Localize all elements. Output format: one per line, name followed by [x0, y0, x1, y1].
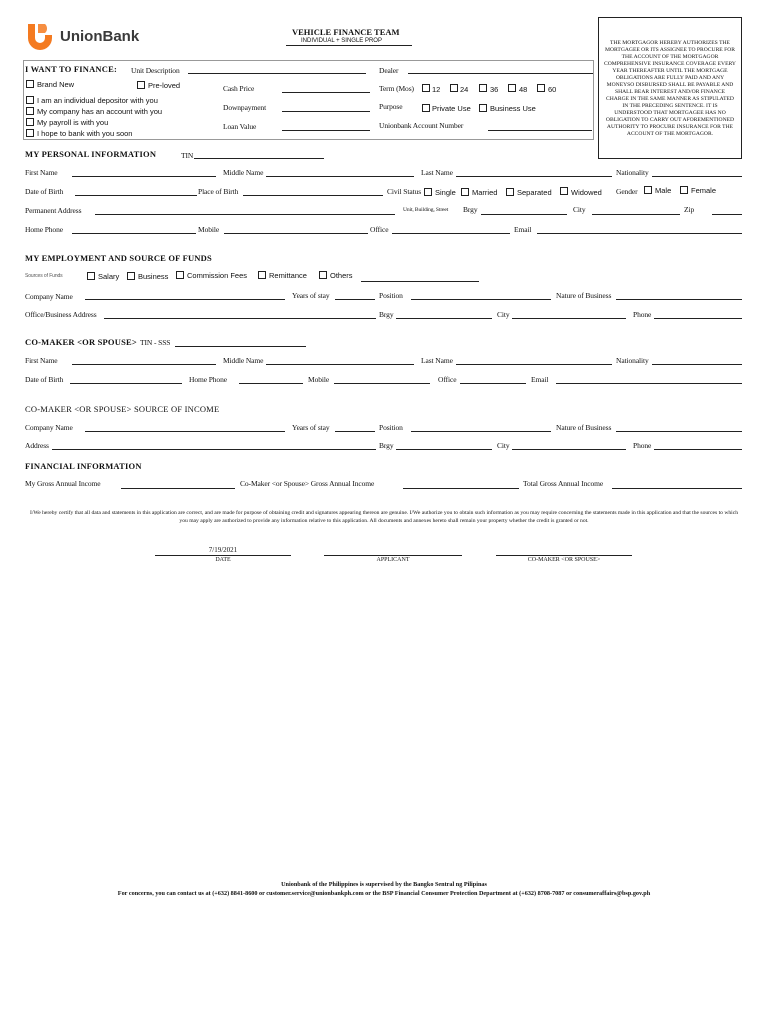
- commission-label: Commission Fees: [187, 271, 248, 280]
- term-48-checkbox[interactable]: [508, 84, 516, 92]
- first-name-field[interactable]: [72, 176, 216, 177]
- others-checkbox[interactable]: [319, 271, 327, 279]
- last-name-field[interactable]: [456, 176, 612, 177]
- female-label: Female: [691, 186, 717, 195]
- relation-payroll-label: My payroll is with you: [37, 118, 109, 127]
- emp-city-label: City: [497, 310, 510, 319]
- term-60-label: 60: [548, 85, 557, 94]
- sources-label: Sources of Funds: [25, 273, 63, 279]
- tin-label: TIN: [181, 151, 194, 160]
- male-checkbox[interactable]: [644, 186, 652, 194]
- my-income-field[interactable]: [121, 488, 235, 489]
- married-checkbox[interactable]: [461, 188, 469, 196]
- brand-name: UnionBank: [60, 28, 140, 45]
- middle-name-field[interactable]: [266, 176, 414, 177]
- ci-nature-of-business-label: Nature of Business: [556, 423, 612, 432]
- office-field[interactable]: [392, 233, 510, 234]
- loan-value-field[interactable]: [282, 130, 370, 131]
- total-income-field[interactable]: [612, 488, 742, 489]
- ci-phone-field[interactable]: [654, 449, 742, 450]
- permanent-address-label: Permanent Address: [25, 206, 82, 215]
- comaker-last-name-field[interactable]: [456, 364, 612, 365]
- form-subtitle: INDIVIDUAL + SINGLE PROP: [301, 38, 382, 44]
- unionbank-logo-icon: [26, 22, 54, 52]
- civil-status-label: Civil Status: [387, 187, 422, 196]
- term-36-checkbox[interactable]: [479, 84, 487, 92]
- ci-phone-label: Phone: [633, 441, 652, 450]
- relation-hope-label: I hope to bank with you soon: [37, 129, 133, 138]
- comaker-email-field[interactable]: [556, 383, 742, 384]
- office-label: Office: [370, 225, 389, 234]
- tin-field[interactable]: [194, 158, 324, 159]
- pob-label: Place of Birth: [198, 187, 239, 196]
- dealer-field[interactable]: [408, 73, 593, 74]
- relation-company-label: My company has an account with you: [37, 107, 163, 116]
- office-address-field[interactable]: [104, 318, 376, 319]
- purpose-label: Purpose: [379, 102, 403, 111]
- company-name-field[interactable]: [85, 299, 285, 300]
- first-name-label: First Name: [25, 168, 58, 177]
- zip-field[interactable]: [712, 214, 742, 215]
- comaker-signature-line[interactable]: [496, 555, 632, 556]
- footer-line-2: For concerns, you can contact us at (+632) 8841-8600 or customer.service@unionbankph.com or the BSP Financial Consumer Protection Department at (+632) 8708-7087 or consumeraffairs@bsp.gov.ph: [117, 890, 651, 897]
- ci-years-of-stay-field[interactable]: [335, 431, 375, 432]
- email-label: Email: [514, 225, 532, 234]
- others-label: Others: [330, 271, 353, 280]
- gender-label: Gender: [616, 187, 638, 196]
- business-checkbox[interactable]: [127, 272, 135, 280]
- dealer-label: Dealer: [379, 66, 399, 75]
- dob-field[interactable]: [75, 195, 197, 196]
- relation-hope-checkbox[interactable]: [26, 129, 34, 137]
- comaker-nationality-label: Nationality: [616, 356, 649, 365]
- downpayment-label: Downpayment: [223, 103, 267, 112]
- relation-depositor-label: I am an individual depositor with you: [37, 96, 158, 105]
- insurance-notice: [598, 17, 742, 159]
- dob-label: Date of Birth: [25, 187, 64, 196]
- ci-city-label: City: [497, 441, 510, 450]
- comaker-email-label: Email: [531, 375, 549, 384]
- ci-nature-of-business-field[interactable]: [616, 431, 742, 432]
- comaker-tin-label: TIN - SSS: [140, 338, 171, 347]
- emp-brgy-field[interactable]: [396, 318, 492, 319]
- emp-city-field[interactable]: [512, 318, 626, 319]
- years-of-stay-label: Years of stay: [292, 291, 330, 300]
- comaker-last-name-label: Last Name: [421, 356, 453, 365]
- ci-city-field[interactable]: [512, 449, 626, 450]
- date-value: 7/19/2021: [208, 546, 238, 554]
- comaker-mobile-label: Mobile: [308, 375, 330, 384]
- ci-position-label: Position: [379, 423, 403, 432]
- comaker-dob-label: Date of Birth: [25, 375, 64, 384]
- date-caption: DATE: [215, 557, 231, 563]
- footer-line-1: Unionbank of the Philippines is supervised by the Bangko Sentral ng Pilipinas: [281, 881, 487, 888]
- ci-company-name-label: Company Name: [25, 423, 73, 432]
- nationality-field[interactable]: [652, 176, 742, 177]
- comaker-title: CO-MAKER <OR SPOUSE>: [25, 337, 137, 347]
- ci-company-name-field[interactable]: [85, 431, 285, 432]
- single-checkbox[interactable]: [424, 188, 432, 196]
- mobile-field[interactable]: [224, 233, 368, 234]
- female-checkbox[interactable]: [680, 186, 688, 194]
- private-use-label: Private Use: [432, 104, 471, 113]
- company-name-label: Company Name: [25, 292, 73, 301]
- brand-new-checkbox[interactable]: [26, 80, 34, 88]
- brand-new-label: Brand New: [37, 80, 75, 89]
- comaker-nationality-field[interactable]: [652, 364, 742, 365]
- personal-title: MY PERSONAL INFORMATION: [25, 149, 157, 159]
- comaker-income-field[interactable]: [403, 488, 519, 489]
- private-use-checkbox[interactable]: [422, 104, 430, 112]
- applicant-caption: APPLICANT: [376, 557, 410, 563]
- zip-label: Zip: [684, 205, 695, 214]
- emp-phone-label: Phone: [633, 310, 652, 319]
- ci-brgy-label: Brgy: [379, 441, 394, 450]
- comaker-mobile-field[interactable]: [334, 383, 430, 384]
- unit-description-field[interactable]: [188, 73, 366, 74]
- emp-phone-field[interactable]: [654, 318, 742, 319]
- finance-title: I WANT TO FINANCE:: [25, 64, 118, 74]
- ci-position-field[interactable]: [411, 431, 551, 432]
- financial-title: FINANCIAL INFORMATION: [25, 461, 142, 471]
- nationality-label: Nationality: [616, 168, 649, 177]
- comaker-income-title: CO-MAKER <OR SPOUSE> SOURCE OF INCOME: [25, 404, 220, 414]
- ci-brgy-field[interactable]: [396, 449, 492, 450]
- term-24-checkbox[interactable]: [450, 84, 458, 92]
- comaker-home-phone-field[interactable]: [239, 383, 303, 384]
- insurance-notice-text: THE MORTGAGOR HEREBY AUTHORIZES THE MORTGAGEE OR ITS ASSIGNEE TO PROCURE FOR THE ACCOUNT OF THE MORTGAGOR COMPREHENSIVE INSURANCE COVERAGE EVERY YEAR THEREAFTER UNTIL THE MORTGAGE OBLIGATIONS ARE FULLY PAID AND ANY MONEYSO DISBURSED SHALL BE PAYABLE AND SHALL BEAR INTEREST AND/OR FINANCE CHARGE IN THE SAME MANNER AS STIPULATED IN THE PRECEDING SENTENCE. IT IS UNDERSTOOD THAT MORTGAGEE HAS NO OBLIGATION TO CARRY OUT AFOREMENTIONED AUTHORITY TO PROCURE INSURANCE FOR THE ACCOUNT OF THE MORTGAGOR.: [604, 40, 736, 137]
- office-address-label: Office/Business Address: [25, 310, 97, 319]
- married-label: Married: [472, 188, 498, 197]
- pob-field[interactable]: [243, 195, 383, 196]
- city-label: City: [573, 205, 586, 214]
- permanent-address-field[interactable]: [95, 214, 395, 215]
- brgy-field[interactable]: [481, 214, 567, 215]
- comaker-caption: CO-MAKER <OR SPOUSE>: [527, 557, 601, 563]
- nature-of-business-field[interactable]: [616, 299, 742, 300]
- cash-price-field[interactable]: [282, 92, 370, 93]
- date-signature-line[interactable]: [155, 555, 291, 556]
- comaker-dob-field[interactable]: [70, 383, 182, 384]
- term-12-checkbox[interactable]: [422, 84, 430, 92]
- position-field[interactable]: [411, 299, 551, 300]
- term-12-label: 12: [432, 85, 441, 94]
- home-phone-field[interactable]: [72, 233, 196, 234]
- employment-title: MY EMPLOYMENT AND SOURCE OF FUNDS: [25, 253, 212, 263]
- relation-company-checkbox[interactable]: [26, 107, 34, 115]
- mobile-label: Mobile: [198, 225, 220, 234]
- separated-label: Separated: [517, 188, 552, 197]
- others-field[interactable]: [361, 281, 479, 282]
- form-title: VEHICLE FINANCE TEAM: [292, 27, 400, 37]
- comaker-tin-field[interactable]: [175, 346, 306, 347]
- ci-address-field[interactable]: [52, 449, 376, 450]
- email-field[interactable]: [537, 233, 742, 234]
- ci-address-label: Address: [25, 441, 49, 450]
- separated-checkbox[interactable]: [506, 188, 514, 196]
- widowed-checkbox[interactable]: [560, 187, 568, 195]
- widowed-label: Widowed: [571, 188, 602, 197]
- term-60-checkbox[interactable]: [537, 84, 545, 92]
- last-name-label: Last Name: [421, 168, 453, 177]
- comaker-office-field[interactable]: [460, 383, 526, 384]
- city-field[interactable]: [592, 214, 680, 215]
- business-label: Business: [138, 272, 169, 281]
- comaker-office-label: Office: [438, 375, 457, 384]
- term-24-label: 24: [460, 85, 469, 94]
- unionbank-logo: [26, 22, 156, 52]
- brgy-label: Brgy: [463, 205, 478, 214]
- comaker-first-name-field[interactable]: [72, 364, 216, 365]
- cash-price-label: Cash Price: [223, 84, 255, 93]
- applicant-signature-line[interactable]: [324, 555, 462, 556]
- nature-of-business-label: Nature of Business: [556, 291, 612, 300]
- home-phone-label: Home Phone: [25, 225, 63, 234]
- comaker-middle-name-label: Middle Name: [223, 356, 264, 365]
- commission-checkbox[interactable]: [176, 271, 184, 279]
- salary-label: Salary: [98, 272, 120, 281]
- relation-payroll-checkbox[interactable]: [26, 118, 34, 126]
- comaker-home-phone-label: Home Phone: [189, 375, 227, 384]
- comaker-income-label: Co-Maker <or Spouse> Gross Annual Income: [240, 479, 375, 488]
- business-use-checkbox[interactable]: [479, 104, 487, 112]
- emp-brgy-label: Brgy: [379, 310, 394, 319]
- comaker-first-name-label: First Name: [25, 356, 58, 365]
- relation-depositor-checkbox[interactable]: [26, 96, 34, 104]
- years-of-stay-field[interactable]: [335, 299, 375, 300]
- term-48-label: 48: [519, 85, 528, 94]
- total-income-label: Total Gross Annual Income: [523, 479, 604, 488]
- salary-checkbox[interactable]: [87, 272, 95, 280]
- ci-years-of-stay-label: Years of stay: [292, 423, 330, 432]
- certification-text: I/We hereby certify that all data and statements in this application are correct, and are made for purpose of obtaining credit and signatures appearing thereon are genuine. I/We authorize you to obtain such information as you may require concerning the statements made in this application and that the sources to which you may apply are authorized to provide any information relative to this application. All documents and annexes hereto shall remain your property whether the credit is granted or not.: [29, 510, 738, 524]
- pre-loved-label: Pre-loved: [148, 81, 181, 90]
- pre-loved-checkbox[interactable]: [137, 81, 145, 89]
- loan-value-label: Loan Value: [223, 122, 257, 131]
- unit-hint: Unit, Building, Street: [403, 207, 449, 213]
- remittance-checkbox[interactable]: [258, 271, 266, 279]
- comaker-middle-name-field[interactable]: [266, 364, 414, 365]
- business-use-label: Business Use: [490, 104, 536, 113]
- male-label: Male: [655, 186, 672, 195]
- unit-description-label: Unit Description: [131, 66, 180, 75]
- account-number-label: Unionbank Account Number: [379, 121, 464, 130]
- my-income-label: My Gross Annual Income: [25, 479, 101, 488]
- account-number-field[interactable]: [488, 130, 592, 131]
- downpayment-field[interactable]: [282, 111, 370, 112]
- single-label: Single: [435, 188, 456, 197]
- position-label: Position: [379, 291, 403, 300]
- term-36-label: 36: [490, 85, 499, 94]
- middle-name-label: Middle Name: [223, 168, 264, 177]
- remittance-label: Remittance: [269, 271, 307, 280]
- term-label: Term (Mos): [379, 84, 414, 93]
